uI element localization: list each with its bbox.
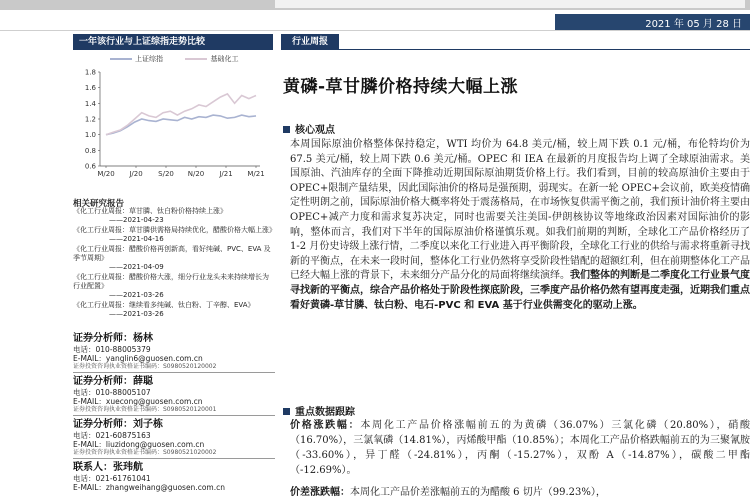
analyst-cert: 证券投资咨询执业资格证书编码：S0980520120002	[73, 363, 217, 370]
analyst-name: 证券分析师：杨林	[73, 333, 153, 344]
report-date: 2021 年 05 月 28 日	[645, 19, 742, 30]
spread-change-text: 本周化工产品价差涨幅前五的为醋酸 6 切片（99.23%），	[350, 487, 606, 498]
related-report[interactable]: 《化工行业周报：草甘膦、钛白粉价格持续上涨》 ——2021-04-23	[73, 207, 227, 224]
related-report[interactable]: 《化工行业周报：继续看多纯碱、钛白粉、丁辛醇、EVA》 ——2021-03-26	[73, 301, 255, 318]
x-tick-label: J/21	[219, 170, 233, 178]
top-band-light	[275, 0, 745, 8]
related-reports-list	[73, 207, 275, 320]
analyst-block	[73, 418, 275, 459]
related-reports-heading: 相关研究报告	[73, 199, 125, 209]
key-data-heading: 重点数据跟踪	[283, 403, 355, 418]
analyst-block	[73, 461, 275, 492]
analyst-phone: 电话：021-60875163	[73, 431, 151, 440]
chart-title: 一年该行业与上证综指走势比较	[73, 34, 273, 50]
price-change-label: 价格涨跌幅：	[290, 420, 361, 431]
x-tick-label: N/20	[187, 170, 205, 178]
core-view-body	[290, 138, 750, 313]
analyst-block	[73, 375, 275, 416]
legend-item-chemical: 基础化工	[185, 55, 238, 63]
x-tick-label: M/21	[247, 170, 265, 178]
analyst-block	[73, 332, 275, 373]
analyst-email[interactable]: E-MAIL：liuzidong@guosen.com.cn	[73, 440, 205, 449]
related-report[interactable]: 《化工行业周报：草甘膦供需格局持续优化，醋酸价格大幅上涨》 ——2021-04-16	[73, 226, 276, 243]
y-tick-label: 1.6	[84, 84, 96, 93]
report-headline: 黄磷-草甘膦价格持续大幅上涨	[283, 77, 519, 97]
price-change-text: 本周化工产品价格涨幅前五的为黄磷（36.07%）三氯化磷（20.80%），硝酸（16.70%），三氯氧磷（14.81%），丙烯酸甲酯（10.85%）；本周化工产品价格跌幅前五的为三聚氰胺（-33.60%），异丁醛（-24.81%），丙酮（-15.27%），双酚 A（-14.87%），碳酸二甲酯（-12.69%）。	[290, 420, 750, 476]
section-rule	[339, 49, 750, 50]
spread-change-paragraph	[290, 485, 750, 500]
analyst-phone: 电话：010-88005107	[73, 388, 151, 397]
analyst-cert: 证券投资咨询执业资格证书编码：S0980520120001	[73, 406, 217, 413]
analyst-phone: 电话：010-88005379	[73, 345, 151, 354]
analyst-email[interactable]: E-MAIL：yanglin6@guosen.com.cn	[73, 354, 203, 363]
core-paragraph: 本周国际原油价格整体保持稳定，WTI 均价为 64.8 美元/桶，较上周下跌 0.1 元/桶，布伦特均价为 67.5 美元/桶，较上周下跌 0.6 美元/桶。OPEC 和 IEA 在最新的月度报告均上调了全球原油需求。美国原油、汽油库存的全面下降推动近期国际原油期货价格上行。我们看到，目前的较高原油价主要由于 OPEC+限制产量结果，因此国际油价的格局是强预期，弱现实。在新一轮 OPEC+会议前，欧美疫情确定性明朗之前，国际原油价格大概率将处于震荡格局，在市场恢复供需平衡之前，我们预计油价将主要由 OPEC+减产力度和需求复苏决定，同时也需要关注美国-伊朗核协议等地缘政治因素对国际油价的影响，整体而言，我们对下半年的国际原油价格谨慎乐观。如我们前期的判断，全球化工产品价格经历了 1-2 月份史诗级上涨行情，二季度以来化工行业进入再平衡阶段，全球化工行业的供给与需求将重新寻找新的平衡点，在未来一段时间，整体化工行业仍然将享受阶段性错配的超额红利，但在前期整体化工产品已经大幅上涨的背景下，未来细分产品分化的局面将继续演绎。	[290, 139, 750, 282]
analyst-name: 证券分析师：薛聪	[73, 376, 153, 387]
core-conclusion: 我们整体的判断是二季度化工行业景气度寻找新的平衡点，综合产品价格处于阶段性探底阶段，三季度产品价格仍然有望再度走强，近期我们重点看好黄磷-草甘膦、钛白粉、电石-PVC 和 EVA 基于行业供需变化的驱动上涨。	[290, 270, 750, 311]
y-tick-label: 1.0	[84, 131, 96, 140]
divider	[73, 372, 275, 373]
y-tick-label: 1.4	[84, 99, 96, 108]
price-change-paragraph	[290, 418, 750, 478]
y-tick-label: 0.8	[84, 146, 96, 155]
x-tick-label: S/20	[158, 170, 174, 178]
trend-chart	[78, 66, 273, 184]
spread-change-label: 价差涨跌幅：	[290, 487, 350, 498]
legend-item-index: 上证综指	[110, 55, 163, 63]
related-report[interactable]: 《化工行业周报：醋酸价格大涨，细分行业龙头未来持续增长为行业配置》 ——2021-03-26	[73, 273, 269, 299]
y-tick-label: 1.8	[84, 68, 96, 77]
series-line-chemical	[106, 94, 256, 135]
divider	[73, 415, 275, 416]
date-bar	[555, 14, 750, 31]
y-tick-label: 1.2	[84, 115, 96, 124]
top-rule	[0, 30, 750, 31]
y-tick-label: 0.6	[84, 162, 96, 171]
analyst-contacts	[73, 332, 275, 492]
analyst-cert: 证券投资咨询执业资格证书编码：S0980521020002	[73, 449, 217, 456]
x-tick-label: J/20	[129, 170, 143, 178]
related-report[interactable]: 《化工行业周报：醋酸价格再创新高，看好纯碱、PVC、EVA 及季节周期》 ——2021-04-09	[73, 245, 271, 271]
analyst-email[interactable]: E-MAIL：zhangweihang@guosen.com.cn	[73, 483, 225, 492]
x-tick-label: M/20	[97, 170, 115, 178]
bullet-square-icon	[283, 408, 290, 415]
analyst-phone: 电话：021-61761041	[73, 474, 151, 483]
analyst-email[interactable]: E-MAIL：xuecong@guosen.com.cn	[73, 397, 203, 406]
divider	[73, 458, 275, 459]
analyst-name: 证券分析师：刘子栋	[73, 419, 163, 430]
analyst-name: 联系人：张玮航	[73, 462, 143, 473]
core-view-heading: 核心观点	[283, 121, 335, 136]
report-type-tag: 行业周报	[281, 34, 339, 50]
bullet-square-icon	[283, 126, 290, 133]
